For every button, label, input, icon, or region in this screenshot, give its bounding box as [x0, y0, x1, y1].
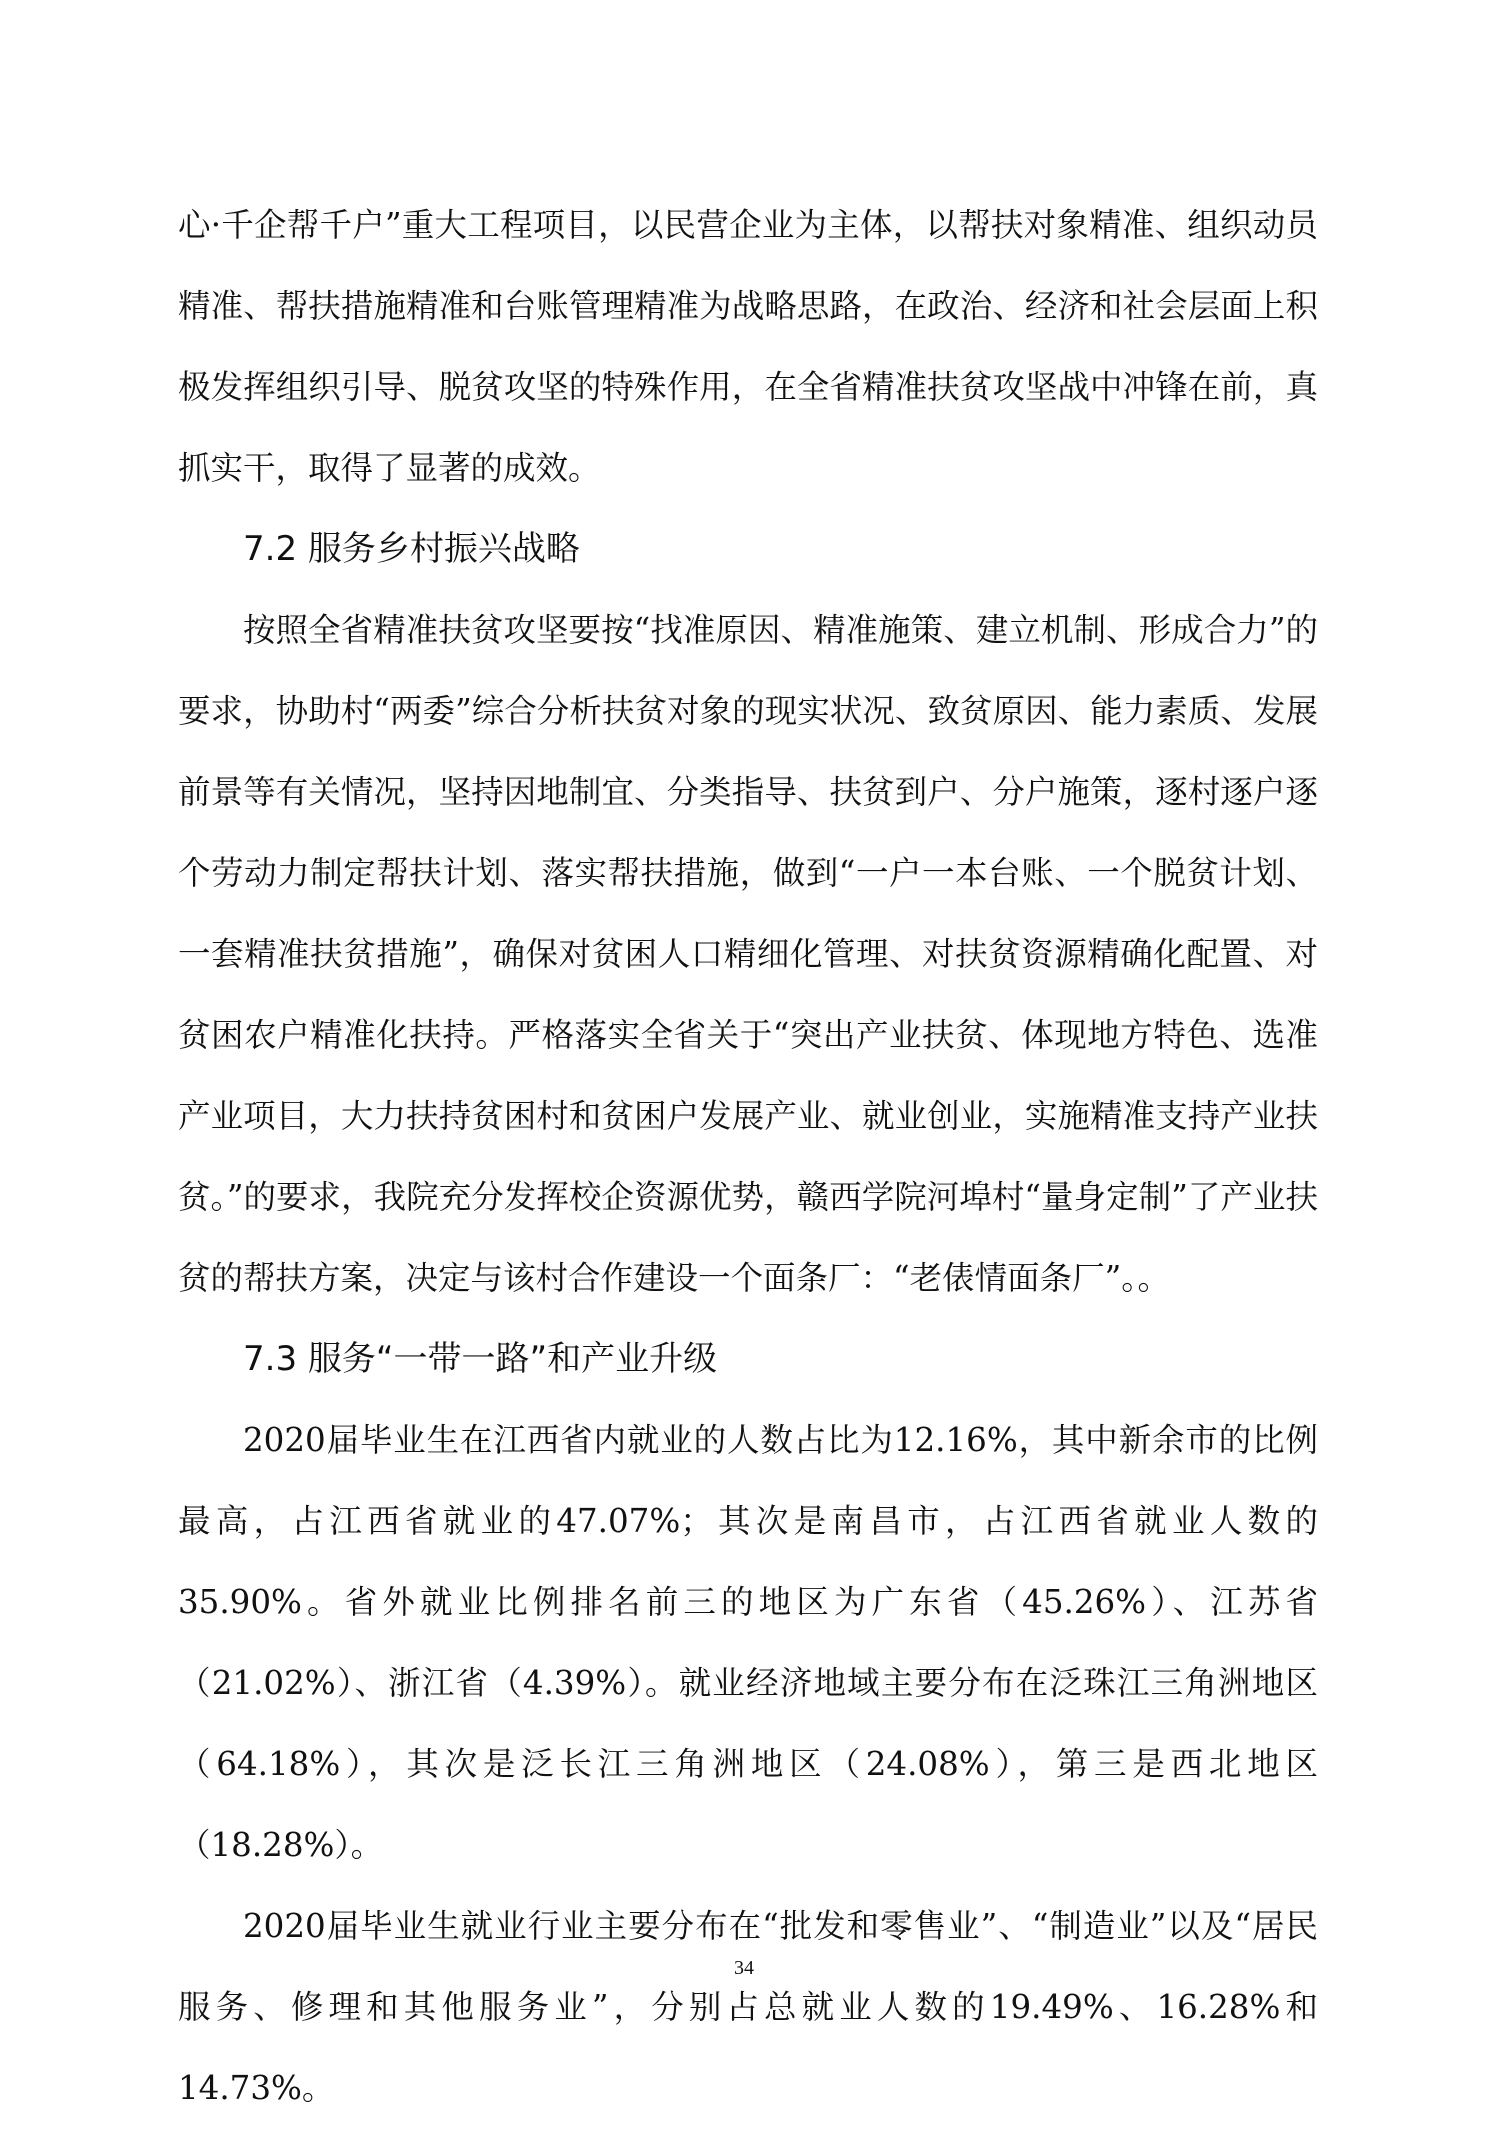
page-body — [178, 185, 1318, 2129]
section-heading-7-3: 7.3 服务“一带一路”和产业升级 — [243, 1339, 718, 1379]
paragraph-continuation: 心·千企帮千户”重大工程项目，以民营企业为主体，以帮扶对象精准、组织动员精准、帮扶措施精准和台账管理精准为战略思路，在政治、经济和社会层面上积极发挥组织引导、脱贫攻坚的特殊作用，在全省精准扶贫攻坚战中冲锋在前，真抓实干，取得了显著的成效。 — [178, 206, 1318, 487]
page-number: 34 — [734, 1957, 754, 1979]
paragraph-employment-industries: 2020届毕业生就业行业主要分布在“批发和零售业”、“制造业”以及“居民服务、修理和其他服务业”，分别占总就业人数的19.49%、16.28%和14.73%。 — [178, 1907, 1318, 2107]
paragraph-employment-regions: 2020届毕业生在江西省内就业的人数占比为12.16%，其中新余市的比例最高，占江西省就业的47.07%；其次是南昌市，占江西省就业人数的35.90%。省外就业比例排名前三的地区为广东省（45.26%）、江苏省（21.02%）、浙江省（4.39%）。就业经济地域主要分布在泛珠江三角洲地区（64.18%），其次是泛长江三角洲地区（24.08%），第三是西北地区（18.28%）。 — [178, 1421, 1318, 1864]
section-heading-7-2: 7.2 服务乡村振兴战略 — [243, 529, 580, 569]
paragraph-poverty-alleviation: 按照全省精准扶贫攻坚要按“找准原因、精准施策、建立机制、形成合力”的要求，协助村“两委”综合分析扶贫对象的现实状况、致贫原因、能力素质、发展前景等有关情况，坚持因地制宜、分类指导、扶贫到户、分户施策，逐村逐户逐个劳动力制定帮扶计划、落实帮扶措施，做到“一户一本台账、一个脱贫计划、一套精准扶贫措施”，确保对贫困人口精细化管理、对扶贫资源精确化配置、对贫困农户精准化扶持。严格落实全省关于“突出产业扶贫、体现地方特色、选准产业项目，大力扶持贫困村和贫困户发展产业、就业创业，实施精准支持产业扶贫。”的要求，我院充分发挥校企资源优势，赣西学院河埠村“量身定制”了产业扶贫的帮扶方案，决定与该村合作建设一个面条厂：“老俵情面条厂”。。 — [178, 611, 1318, 1297]
